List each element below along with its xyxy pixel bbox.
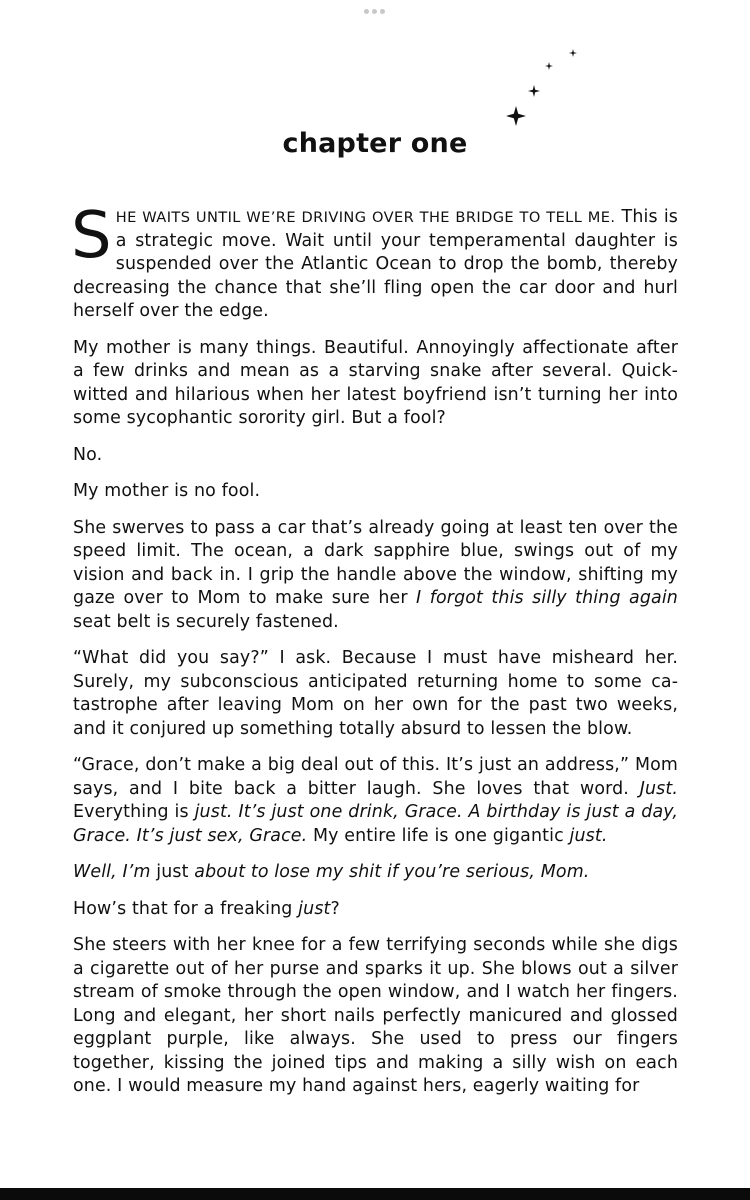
italic-text: just. xyxy=(569,825,608,846)
small-star-icon xyxy=(569,49,577,57)
paragraph-text: “Grace, don’t make a big deal out of this. It’s just an address,” Mom says, and I bite back a bitter laugh. She loves that word. xyxy=(73,755,678,799)
italic-text: just. It’s just one drink, Grace. A birthday is just a day, Grace. It’s just sex, Grace. xyxy=(73,802,679,846)
paragraph-text: How’s that for a freaking xyxy=(73,898,299,919)
paragraph-text: just xyxy=(150,862,195,882)
paragraph: My mother is many things. Beautiful. Annoyingly affectionate after a few drinks and mean as a starving snake after several. Quick-witted and hilarious when her latest boyfriend isn’t turning her into some sycophantic sorority girl. But a fool? xyxy=(73,337,678,428)
italic-text: Just. xyxy=(639,778,678,799)
drag-handle[interactable] xyxy=(364,9,385,14)
body-text xyxy=(71,199,679,1112)
paragraph: “What did you say?” I ask. Because I must have misheard her. Surely, my subconscious anticipated returning home to some catastrophe after leaving Mom on her own for the past two weeks, and it conjured up something totally absurd to lessen the blow. xyxy=(73,648,678,739)
paragraph xyxy=(73,898,678,922)
paragraph-text: ? xyxy=(330,898,340,919)
paragraph: My mother is no fool. xyxy=(73,481,261,501)
italic-text: about to lose my shit if you’re serious, Mom. xyxy=(194,862,590,882)
handle-dot xyxy=(372,9,377,14)
paragraph-text: She swerves to pass a car that’s already going at least ten over the speed limit. The ocean, a dark sapphire blue, swings out of my vision and back in. I grip the handle above the window, shifting my gaze over to Mom to make sure her xyxy=(73,517,678,608)
paragraph-text: Everything is xyxy=(73,802,195,822)
paragraph-text: My entire life is one gigantic xyxy=(307,825,570,846)
medium-star-icon xyxy=(528,85,540,97)
large-star-icon xyxy=(506,106,526,126)
paragraph-text: seat belt is securely fastened. xyxy=(73,611,339,632)
handle-dot xyxy=(380,9,385,14)
paragraph: She steers with her knee for a few terrifying seconds while she digs a cigarette out of her purse and sparks it up. She blows out a silver stream of smoke through the open window, and I watch her fingers. Long and elegant, her short nails perfectly manicured and glossed eggplant purple, like always. She used to press our fingers together, kissing the joined tips and making a silly wish on each one. I would measure my hand against hers, eagerly waiting for xyxy=(73,935,678,1096)
chapter-title: chapter one xyxy=(282,128,468,159)
paragraph xyxy=(73,517,678,635)
italic-text: Well, I’m xyxy=(73,862,151,882)
paragraph: No. xyxy=(73,444,103,465)
small-star-icon xyxy=(545,62,553,70)
italic-text: I forgot this silly thing again xyxy=(416,588,678,608)
handle-dot xyxy=(364,9,369,14)
paragraph xyxy=(71,199,679,324)
paragraph-text: This is a strategic move. Wait until your temperamental daughter is suspended over the Atlantic Ocean to drop the bomb, thereby decreasing the chance that she’ll fling open the car door and hurl herself over the edge. xyxy=(73,207,679,321)
small-caps-lead: HE WAITS UNTIL WE’RE DRIVING OVER THE BRIDGE TO TELL ME. xyxy=(115,209,616,226)
paragraph xyxy=(73,861,678,885)
paragraph xyxy=(73,754,678,848)
star-cluster-icon xyxy=(500,42,590,132)
bottom-bar xyxy=(0,1188,750,1200)
drop-cap: S xyxy=(71,199,112,273)
italic-text: just xyxy=(298,898,331,919)
